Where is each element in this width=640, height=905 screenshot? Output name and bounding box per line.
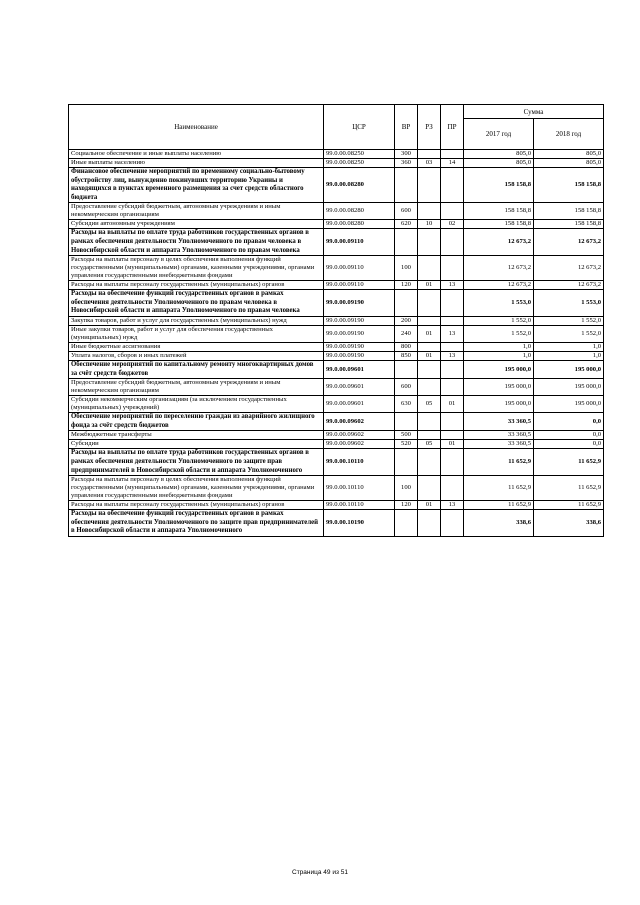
header-2017: 2017 год	[464, 119, 534, 150]
row-sum-2017: 12 673,2	[464, 256, 534, 281]
header-pr: ПР	[441, 105, 464, 150]
row-sum-2018: 1,0	[534, 351, 604, 360]
row-sum-2017: 195 000,0	[464, 396, 534, 413]
row-rz	[418, 316, 441, 325]
row-csr: 99.0.00.08280	[324, 168, 395, 203]
row-sum-2017: 338,6	[464, 510, 534, 537]
row-pr	[441, 203, 464, 220]
row-sum-2018: 0,0	[534, 440, 604, 449]
row-vr: 520	[395, 440, 418, 449]
row-vr: 600	[395, 203, 418, 220]
row-csr: 99.0.00.10110	[324, 501, 395, 510]
table-row	[69, 342, 604, 351]
table-row	[69, 220, 604, 229]
page-footer: Страница 49 из 51	[292, 869, 348, 876]
row-vr: 100	[395, 256, 418, 281]
row-vr: 600	[395, 379, 418, 396]
header-csr: ЦСР	[324, 105, 395, 150]
row-name: Субсидии автономным учреждениям	[69, 220, 324, 229]
row-sum-2018: 195 000,0	[534, 396, 604, 413]
table-body	[69, 150, 604, 537]
row-csr: 99.0.00.08280	[324, 220, 395, 229]
row-sum-2017: 158 158,8	[464, 168, 534, 203]
row-pr: 01	[441, 440, 464, 449]
row-sum-2017: 1 552,0	[464, 325, 534, 342]
row-name: Расходы на обеспечение функций государственных органов в рамках обеспечения деятельности Уполномоченного по защите прав предпринимателей в Новосибирской области и аппарата Уполномоченного	[69, 510, 324, 537]
header-vr: ВР	[395, 105, 418, 150]
row-name: Межбюджетные трансферты	[69, 431, 324, 440]
table-row	[69, 325, 604, 342]
row-name: Предоставление субсидий бюджетным, автономным учреждениям и иным некоммерческим организациям	[69, 379, 324, 396]
row-pr	[441, 510, 464, 537]
row-pr	[441, 476, 464, 501]
row-sum-2018: 195 000,0	[534, 360, 604, 378]
row-vr	[395, 360, 418, 378]
row-name: Социальное обеспечение и иные выплаты населению	[69, 150, 324, 159]
row-pr: 13	[441, 501, 464, 510]
row-pr	[441, 379, 464, 396]
row-rz	[418, 229, 441, 256]
row-name: Расходы на выплаты персоналу государственных (муниципальных) органов	[69, 501, 324, 510]
row-name: Иные бюджетные ассигнования	[69, 342, 324, 351]
row-rz: 05	[418, 440, 441, 449]
row-vr: 360	[395, 159, 418, 168]
row-rz	[418, 290, 441, 317]
row-name: Уплата налогов, сборов и иных платежей	[69, 351, 324, 360]
table-row	[69, 360, 604, 378]
row-pr	[441, 449, 464, 476]
table-row	[69, 159, 604, 168]
row-rz	[418, 476, 441, 501]
row-vr: 120	[395, 501, 418, 510]
row-sum-2017: 195 000,0	[464, 360, 534, 378]
table-row	[69, 168, 604, 203]
row-sum-2017: 1 553,0	[464, 290, 534, 317]
row-sum-2018: 1 553,0	[534, 290, 604, 317]
row-rz	[418, 449, 441, 476]
row-sum-2017: 195 000,0	[464, 379, 534, 396]
row-csr: 99.0.00.09190	[324, 325, 395, 342]
row-name: Субсидии	[69, 440, 324, 449]
row-rz	[418, 150, 441, 159]
row-vr	[395, 290, 418, 317]
row-csr: 99.0.00.09110	[324, 229, 395, 256]
row-vr	[395, 449, 418, 476]
row-csr: 99.0.00.09190	[324, 316, 395, 325]
row-rz	[418, 360, 441, 378]
row-sum-2018: 0,0	[534, 431, 604, 440]
row-rz	[418, 256, 441, 281]
row-rz	[418, 203, 441, 220]
row-sum-2017: 158 158,8	[464, 220, 534, 229]
row-csr: 99.0.00.10110	[324, 449, 395, 476]
row-vr	[395, 510, 418, 537]
row-rz	[418, 168, 441, 203]
row-csr: 99.0.00.08250	[324, 150, 395, 159]
row-rz: 01	[418, 281, 441, 290]
row-name: Обеспечение мероприятий по капитальному ремонту многоквартирных домов за счёт средств бюджетов	[69, 360, 324, 378]
row-vr: 120	[395, 281, 418, 290]
row-vr: 620	[395, 220, 418, 229]
table-row	[69, 379, 604, 396]
budget-table	[68, 104, 604, 537]
row-sum-2018: 12 673,2	[534, 256, 604, 281]
table-row	[69, 449, 604, 476]
row-rz	[418, 342, 441, 351]
row-sum-2018: 12 673,2	[534, 229, 604, 256]
row-sum-2017: 1,0	[464, 342, 534, 351]
row-name: Расходы на выплаты по оплате труда работников государственных органов в рамках обеспечения деятельности Уполномоченного по правам человека в Новосибирской области и аппарата Уполномоченного по правам человека	[69, 229, 324, 256]
row-sum-2017: 12 673,2	[464, 281, 534, 290]
row-csr: 99.0.00.10110	[324, 476, 395, 501]
table-row	[69, 281, 604, 290]
row-csr: 99.0.00.08280	[324, 203, 395, 220]
row-pr	[441, 316, 464, 325]
row-csr: 99.0.00.09601	[324, 379, 395, 396]
row-sum-2017: 805,0	[464, 159, 534, 168]
row-name: Иные выплаты населению	[69, 159, 324, 168]
table-row	[69, 229, 604, 256]
row-rz	[418, 379, 441, 396]
row-sum-2018: 1 552,0	[534, 316, 604, 325]
table-row	[69, 440, 604, 449]
table-row	[69, 413, 604, 431]
row-vr: 100	[395, 476, 418, 501]
row-rz: 01	[418, 325, 441, 342]
row-sum-2017: 1 552,0	[464, 316, 534, 325]
row-csr: 99.0.00.09190	[324, 351, 395, 360]
row-name: Предоставление субсидий бюджетным, автономным учреждениям и иным некоммерческим организациям	[69, 203, 324, 220]
table-row	[69, 256, 604, 281]
row-sum-2018: 158 158,8	[534, 168, 604, 203]
row-rz	[418, 510, 441, 537]
table-row	[69, 351, 604, 360]
row-csr: 99.0.00.09601	[324, 360, 395, 378]
row-rz: 01	[418, 351, 441, 360]
table-row	[69, 431, 604, 440]
row-rz: 01	[418, 501, 441, 510]
table-row	[69, 510, 604, 537]
row-csr: 99.0.00.09190	[324, 342, 395, 351]
row-csr: 99.0.00.09601	[324, 396, 395, 413]
row-pr	[441, 256, 464, 281]
row-name: Закупка товаров, работ и услуг для государственных (муниципальных) нужд	[69, 316, 324, 325]
row-csr: 99.0.00.08250	[324, 159, 395, 168]
row-pr	[441, 150, 464, 159]
row-sum-2018: 1,0	[534, 342, 604, 351]
row-sum-2018: 0,0	[534, 413, 604, 431]
row-csr: 99.0.00.09602	[324, 431, 395, 440]
row-sum-2018: 158 158,8	[534, 220, 604, 229]
row-name: Расходы на выплаты персоналу государственных (муниципальных) органов	[69, 281, 324, 290]
row-sum-2018: 195 000,0	[534, 379, 604, 396]
row-sum-2017: 1,0	[464, 351, 534, 360]
row-pr	[441, 168, 464, 203]
table-row	[69, 290, 604, 317]
header-rz: РЗ	[418, 105, 441, 150]
row-pr: 13	[441, 281, 464, 290]
row-vr: 240	[395, 325, 418, 342]
row-csr: 99.0.00.09602	[324, 413, 395, 431]
row-vr	[395, 229, 418, 256]
row-csr: 99.0.00.09110	[324, 256, 395, 281]
table-row	[69, 396, 604, 413]
row-sum-2018: 805,0	[534, 150, 604, 159]
row-rz	[418, 431, 441, 440]
row-sum-2018: 11 652,9	[534, 449, 604, 476]
row-sum-2018: 805,0	[534, 159, 604, 168]
row-sum-2018: 158 158,8	[534, 203, 604, 220]
row-csr: 99.0.00.09190	[324, 290, 395, 317]
row-name: Иные закупки товаров, работ и услуг для обеспечения государственных (муниципальных) нужд	[69, 325, 324, 342]
row-sum-2017: 33 360,5	[464, 413, 534, 431]
row-vr	[395, 413, 418, 431]
table-row	[69, 150, 604, 159]
row-name: Расходы на выплаты по оплате труда работников государственных органов в рамках обеспечения деятельности Уполномоченного по защите прав предпринимателей в Новосибирской области и аппарата Уполномоченного	[69, 449, 324, 476]
header-sum: Сумма	[464, 105, 604, 119]
row-sum-2018: 11 652,9	[534, 501, 604, 510]
row-pr	[441, 360, 464, 378]
row-rz: 03	[418, 159, 441, 168]
row-rz: 10	[418, 220, 441, 229]
row-vr: 300	[395, 150, 418, 159]
row-sum-2018: 11 652,9	[534, 476, 604, 501]
row-name: Расходы на выплаты персоналу в целях обеспечения выполнения функций государственными (муниципальными) органами, казенными учреждениями, органами управления государственными внебюджетными фондами	[69, 476, 324, 501]
row-vr	[395, 168, 418, 203]
row-csr: 99.0.00.10190	[324, 510, 395, 537]
row-vr: 800	[395, 342, 418, 351]
row-pr: 13	[441, 325, 464, 342]
table-row	[69, 476, 604, 501]
table-row	[69, 501, 604, 510]
row-pr	[441, 413, 464, 431]
row-sum-2017: 11 652,9	[464, 501, 534, 510]
row-rz: 05	[418, 396, 441, 413]
row-csr: 99.0.00.09110	[324, 281, 395, 290]
table-row	[69, 316, 604, 325]
row-sum-2018: 338,6	[534, 510, 604, 537]
row-sum-2017: 33 360,5	[464, 440, 534, 449]
row-vr: 850	[395, 351, 418, 360]
row-name: Обеспечение мероприятий по переселению граждан из аварийного жилищного фонда за счёт средств бюджетов	[69, 413, 324, 431]
row-sum-2017: 33 360,5	[464, 431, 534, 440]
row-sum-2017: 12 673,2	[464, 229, 534, 256]
row-sum-2017: 805,0	[464, 150, 534, 159]
row-csr: 99.0.00.09602	[324, 440, 395, 449]
header-name: Наименование	[69, 105, 324, 150]
row-name: Финансовое обеспечение мероприятий по временному социально-бытовому обустройству лиц, вынужденно покинувших территорию Украины и находящихся в пунктах временного размещения за счет средств областного бюджета	[69, 168, 324, 203]
row-pr	[441, 431, 464, 440]
row-pr	[441, 342, 464, 351]
row-vr: 630	[395, 396, 418, 413]
row-pr	[441, 229, 464, 256]
row-sum-2017: 158 158,8	[464, 203, 534, 220]
table-header	[69, 105, 604, 150]
row-pr: 13	[441, 351, 464, 360]
row-vr: 200	[395, 316, 418, 325]
row-pr: 01	[441, 396, 464, 413]
row-rz	[418, 413, 441, 431]
row-sum-2017: 11 652,9	[464, 476, 534, 501]
row-pr: 02	[441, 220, 464, 229]
row-sum-2018: 12 673,2	[534, 281, 604, 290]
row-name: Субсидии некоммерческим организациям (за исключением государственных (муниципальных) учреждений)	[69, 396, 324, 413]
row-sum-2017: 11 652,9	[464, 449, 534, 476]
row-vr: 500	[395, 431, 418, 440]
table-row	[69, 203, 604, 220]
row-pr: 14	[441, 159, 464, 168]
header-2018: 2018 год	[534, 119, 604, 150]
row-sum-2018: 1 552,0	[534, 325, 604, 342]
row-name: Расходы на выплаты персоналу в целях обеспечения выполнения функций государственными (муниципальными) органами, казенными учреждениями, органами управления государственными внебюджетными фондами	[69, 256, 324, 281]
row-name: Расходы на обеспечение функций государственных органов в рамках обеспечения деятельности Уполномоченного по правам человека в Новосибирской области и аппарата Уполномоченного по правам человека	[69, 290, 324, 317]
row-pr	[441, 290, 464, 317]
